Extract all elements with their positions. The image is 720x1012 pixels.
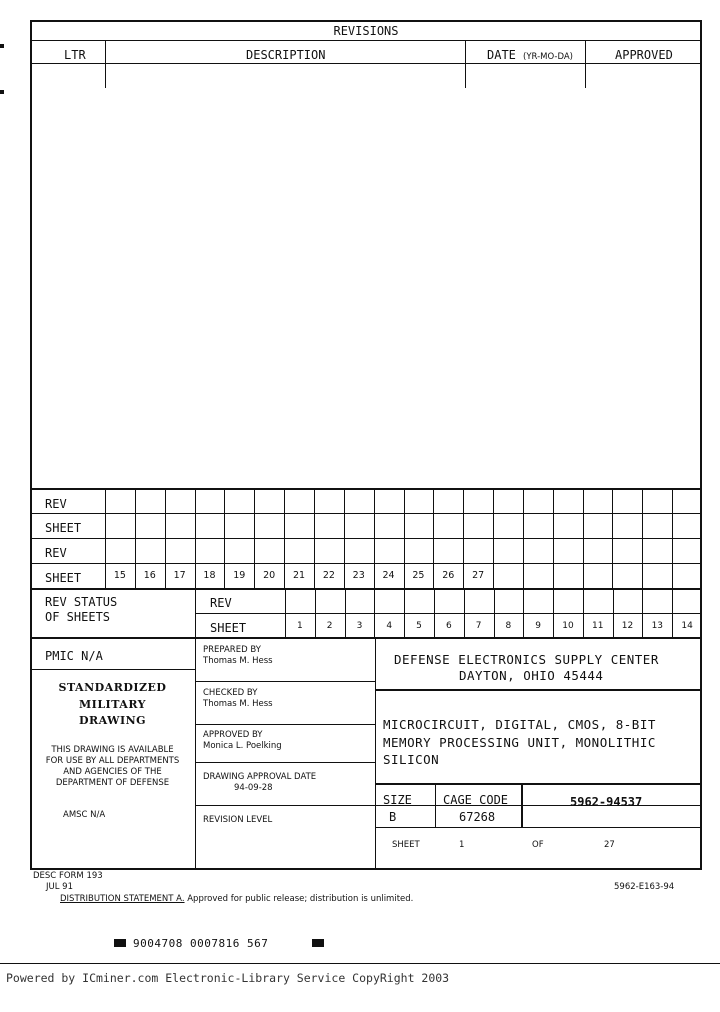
availability-note: AND AGENCIES OF THE: [63, 767, 162, 777]
sheet-number-cell: 14: [681, 621, 693, 631]
prepared-by-value: Thomas M. Hess: [203, 656, 273, 666]
distribution-text: Approved for public release; distribution is unlimited.: [184, 894, 414, 904]
sheet-number-label: SHEET: [392, 840, 420, 850]
sheet-of-label: OF: [532, 840, 544, 850]
sheet-number-value: 1: [459, 840, 465, 850]
sheet-number-cell: 5: [416, 621, 422, 631]
scan-mark: [0, 44, 4, 48]
sheet-number-cell: 12: [621, 621, 634, 631]
sheet-number-cell: 26: [442, 570, 455, 581]
rule: [521, 783, 523, 827]
sheet-number-cell: 10: [562, 621, 574, 631]
grid-line: [583, 488, 584, 588]
sheet-number-cell: 21: [292, 570, 306, 581]
rev-label: REV: [45, 497, 67, 511]
sheet-number-cell: 3: [356, 621, 363, 631]
sheet-number-cell: 8: [505, 621, 512, 631]
rule: [30, 538, 702, 539]
powered-by-notice: Powered by ICminer.com Electronic-Library Service CopyRight 2003: [6, 971, 450, 985]
availability-note: DEPARTMENT OF DEFENSE: [55, 778, 170, 788]
col-ltr-header: LTR: [64, 48, 86, 62]
sheet-number-cell: 6: [445, 621, 452, 631]
grid-line: [642, 488, 643, 588]
sheet-number-cell: 4: [386, 621, 393, 631]
availability-note: FOR USE BY ALL DEPARTMENTS: [45, 756, 180, 766]
sheet-number-cell: 20: [263, 570, 276, 581]
grid-line: [672, 488, 673, 588]
scan-mark: [0, 90, 4, 94]
rule: [375, 637, 376, 870]
form-date: JUL 91: [46, 882, 73, 892]
distribution-statement: [60, 894, 413, 904]
revisions-title: REVISIONS: [333, 24, 399, 38]
rule: [30, 637, 702, 639]
rule: [0, 963, 720, 964]
sheet-label: SHEET: [45, 521, 82, 535]
cage-code-value: 67268: [459, 810, 496, 824]
barcode-block: [114, 939, 126, 947]
drawing-number: 5962-94537: [570, 795, 643, 809]
col-approved-header: APPROVED: [615, 48, 673, 62]
sheet-label: SHEET: [210, 621, 247, 635]
checked-by-label: CHECKED BY: [203, 688, 258, 698]
grid-line: [523, 488, 524, 588]
checked-by-value: Thomas M. Hess: [203, 699, 273, 709]
form-number: DESC FORM 193: [33, 871, 103, 881]
grid-line: [493, 488, 494, 588]
rule: [30, 563, 702, 564]
barcode-block: [312, 939, 324, 947]
rule: [30, 488, 702, 490]
rule: [105, 40, 106, 88]
standardized-title: STANDARDIZED: [58, 681, 167, 694]
grid-line: [612, 488, 613, 588]
cage-code-label: CAGE CODE: [443, 793, 509, 807]
agency-address: DAYTON, OHIO 45444: [459, 668, 604, 683]
sheet-number-cell: 15: [113, 570, 126, 581]
sheet-number-cell: 2: [326, 621, 333, 631]
barcode-number: 9004708 0007816 567: [133, 937, 269, 950]
rule: [195, 762, 375, 763]
rule: [465, 40, 466, 88]
rule: [195, 681, 375, 682]
rule: [375, 689, 702, 691]
drawing-title-line: SILICON: [383, 752, 440, 767]
size-value: B: [389, 810, 397, 824]
sheet-number-cell: 13: [651, 621, 664, 631]
approved-by-value: Monica L. Poelking: [203, 741, 282, 751]
rule: [30, 669, 195, 670]
rule: [30, 513, 702, 514]
rule: [195, 588, 196, 870]
rule: [435, 783, 436, 827]
rule: [375, 783, 702, 785]
standardized-title: DRAWING: [78, 714, 147, 727]
sheet-total-value: 27: [604, 840, 615, 850]
approval-date-label: DRAWING APPROVAL DATE: [203, 772, 317, 782]
sheet-number-cell: 9: [535, 621, 542, 631]
grid-line: [553, 488, 554, 588]
form-code: 5962-E163-94: [614, 882, 675, 892]
sheet-label: SHEET: [45, 571, 82, 585]
drawing-title-line: MICROCIRCUIT, DIGITAL, CMOS, 8-BIT: [383, 717, 656, 732]
amsc-field: AMSC N/A: [63, 810, 106, 820]
pmic-field: PMIC N/A: [45, 649, 103, 663]
rev-status-label: OF SHEETS: [45, 610, 111, 624]
sheet-number-cell: 17: [173, 570, 186, 581]
rev-label: REV: [45, 546, 67, 560]
sheet-number-cell: 16: [143, 570, 156, 581]
revision-level-label: REVISION LEVEL: [203, 815, 273, 825]
rule: [195, 724, 375, 725]
sheet-number-cell: 23: [352, 570, 365, 581]
distribution-label: DISTRIBUTION STATEMENT A.: [60, 894, 185, 904]
sheet-number-cell: 24: [382, 570, 395, 581]
col-date-header: DATE: [487, 48, 516, 62]
sheet-number-cell: 11: [592, 621, 604, 631]
col-date-format: (YR-MO-DA): [523, 52, 573, 62]
rev-label: REV: [210, 596, 232, 610]
standardized-title: MILITARY: [79, 698, 146, 711]
approval-date-value: 94-09-28: [234, 783, 273, 793]
rule: [30, 588, 702, 590]
sheet-number-cell: 7: [475, 621, 482, 631]
rule: [195, 613, 702, 614]
rule: [585, 40, 586, 88]
col-description-header: DESCRIPTION: [246, 48, 326, 62]
availability-note: THIS DRAWING IS AVAILABLE: [51, 745, 174, 755]
agency-name: DEFENSE ELECTRONICS SUPPLY CENTER: [394, 652, 659, 667]
rule: [30, 40, 702, 41]
prepared-by-label: PREPARED BY: [203, 645, 261, 655]
sheet-number-cell: 18: [203, 570, 216, 581]
sheet-number-cell: 27: [472, 570, 485, 581]
approved-by-label: APPROVED BY: [203, 730, 263, 740]
rule: [30, 63, 702, 64]
rule: [375, 827, 702, 828]
sheet-number-cell: 1: [297, 621, 303, 631]
drawing-title-line: MEMORY PROCESSING UNIT, MONOLITHIC: [383, 735, 656, 750]
size-label: SIZE: [383, 793, 412, 807]
rev-status-label: REV STATUS: [45, 595, 118, 609]
sheet-number-cell: 22: [322, 570, 335, 581]
sheet-number-cell: 25: [412, 570, 425, 581]
sheet-number-cell: 19: [233, 570, 246, 581]
